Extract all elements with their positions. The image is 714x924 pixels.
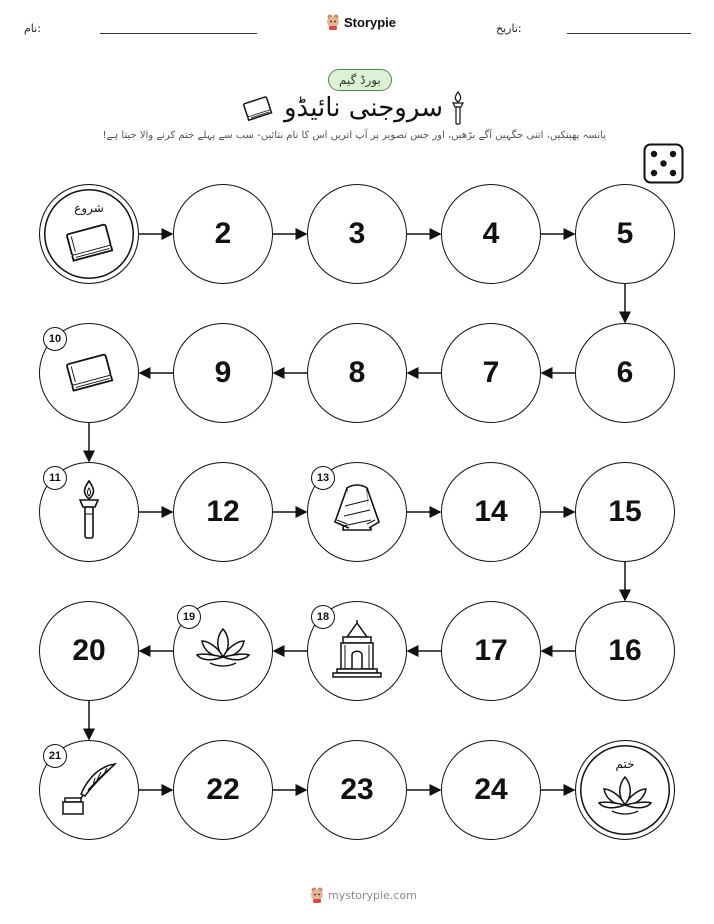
book-icon <box>61 347 117 399</box>
footer-site[interactable]: mystorypie.com <box>328 888 417 902</box>
footer <box>310 887 417 903</box>
space-number: 4 <box>482 217 500 250</box>
finish-label: ختم <box>615 757 635 771</box>
temple-icon <box>327 619 387 683</box>
board-space-24 <box>441 740 541 840</box>
space-number: 2 <box>214 217 232 250</box>
space-number: 16 <box>608 634 642 667</box>
space-number: 22 <box>206 773 240 806</box>
date-label: تاریخ: <box>496 22 522 35</box>
board-space-20 <box>39 601 139 701</box>
book-icon <box>61 217 117 269</box>
space-number-badge: 10 <box>43 327 67 351</box>
space-number: 14 <box>474 495 508 528</box>
space-number: 5 <box>616 217 634 250</box>
space-number-badge: 19 <box>177 605 201 629</box>
instructions: پانسہ پھینکیں، اتنی جگہیں آگے بڑھیں، اور جس تصویر پر آپ اتریں اس کا نام بتائیں- سب سے پہلے ختم کرنے والا جیتا ہے! <box>102 130 606 141</box>
board-space-13 <box>307 462 407 562</box>
space-number: 3 <box>348 217 366 250</box>
space-number: 7 <box>482 356 500 389</box>
space-number: 8 <box>348 356 366 389</box>
board-space-7 <box>441 323 541 423</box>
board-space-15 <box>575 462 675 562</box>
board-space-11 <box>39 462 139 562</box>
board-space-12 <box>173 462 273 562</box>
board-space-16 <box>575 601 675 701</box>
space-number-badge: 18 <box>311 605 335 629</box>
space-number-badge: 11 <box>43 466 67 490</box>
space-number: 20 <box>72 634 106 667</box>
space-number: 9 <box>214 356 232 389</box>
saree-icon <box>325 478 389 546</box>
space-number: 12 <box>206 495 240 528</box>
board-space-9 <box>173 323 273 423</box>
lotus-icon <box>194 625 252 677</box>
lotus-icon <box>596 773 654 825</box>
name-label: نام: <box>24 22 41 35</box>
space-number: 15 <box>608 495 642 528</box>
board-space-19 <box>173 601 273 701</box>
board-space-6 <box>575 323 675 423</box>
board-space-10 <box>39 323 139 423</box>
quill-ink-icon <box>57 760 121 820</box>
footer-mascot-icon <box>310 887 324 903</box>
page-title: سروجنی نائیڈو <box>284 93 443 123</box>
space-number-badge: 13 <box>311 466 335 490</box>
board-game-badge: بورڈ گیم <box>328 69 392 91</box>
board-space-3 <box>307 184 407 284</box>
space-number-badge: 21 <box>43 744 67 768</box>
board-space-22 <box>173 740 273 840</box>
board-space-8 <box>307 323 407 423</box>
start-space <box>39 184 139 284</box>
board-space-23 <box>307 740 407 840</box>
space-number: 17 <box>474 634 508 667</box>
space-number: 24 <box>474 773 508 806</box>
board-space-5 <box>575 184 675 284</box>
board-space-4 <box>441 184 541 284</box>
torch-icon <box>76 479 102 545</box>
space-number: 6 <box>616 356 634 389</box>
board-space-14 <box>441 462 541 562</box>
start-label: شروع <box>74 201 104 215</box>
board-space-17 <box>441 601 541 701</box>
board-space-2 <box>173 184 273 284</box>
board-space-18 <box>307 601 407 701</box>
space-number: 23 <box>340 773 374 806</box>
brand-name: Storypie <box>344 14 397 30</box>
finish-space <box>575 740 675 840</box>
board-space-21 <box>39 740 139 840</box>
